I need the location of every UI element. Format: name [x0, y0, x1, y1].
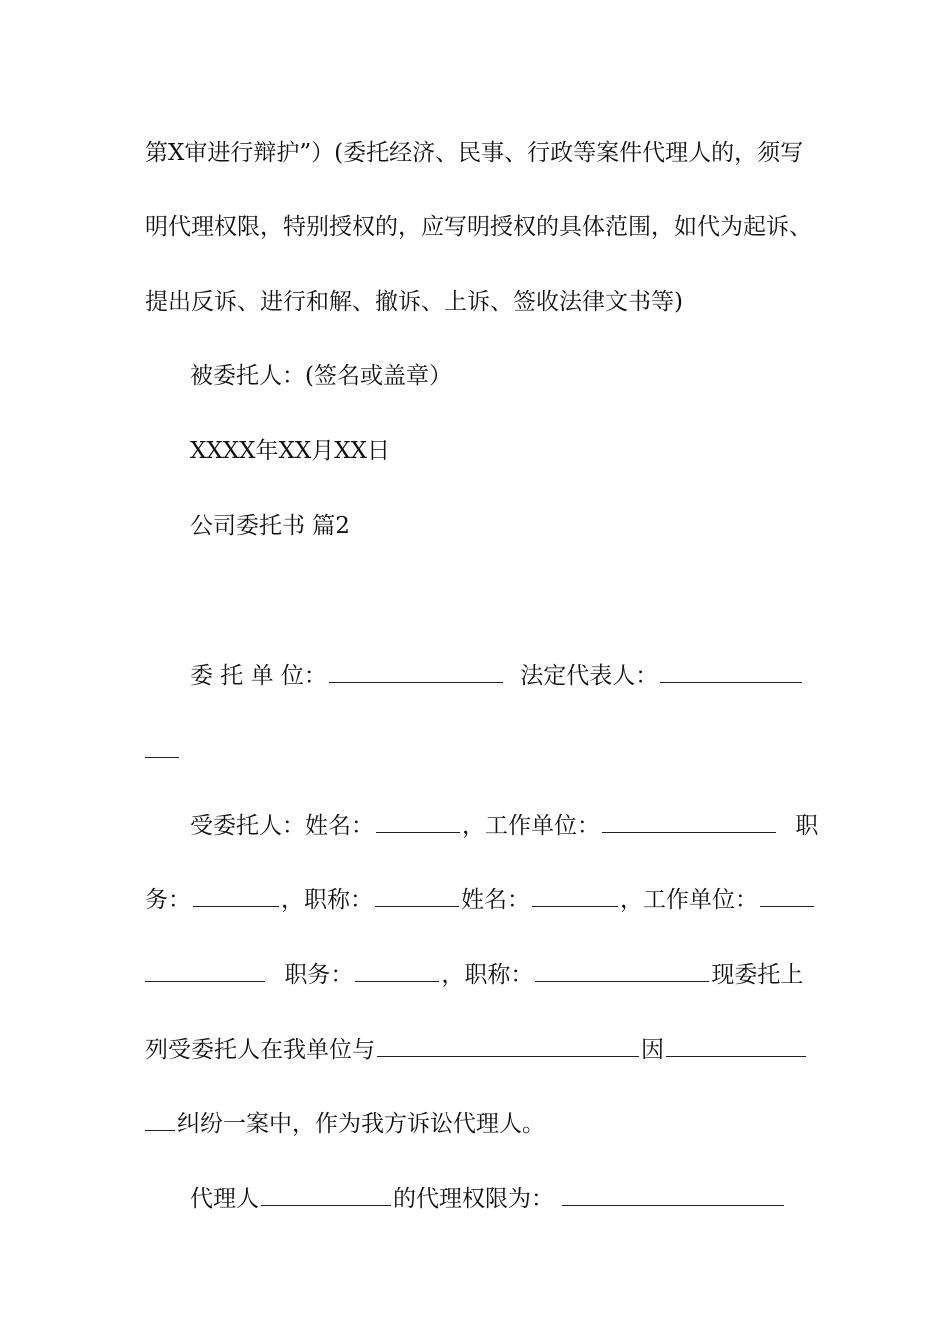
work-unit-blank[interactable]: [602, 810, 776, 833]
dispute-cause-blank[interactable]: [666, 1034, 806, 1057]
because-label: 因: [641, 1037, 664, 1063]
agent-authority-label: 的代理权限为：: [393, 1186, 554, 1212]
form-line-trustee-3: [145, 959, 803, 990]
title-label-2: ，职称：: [441, 962, 534, 988]
name-blank[interactable]: [532, 884, 618, 907]
paragraph-line: 第X审进行辩护”）(委托经济、民事、行政等案件代理人的，须写: [145, 140, 804, 166]
opposing-party-blank[interactable]: [377, 1034, 639, 1057]
work-unit-label-2: ，工作单位：: [620, 887, 758, 913]
trustee-label: 受委托人：姓名：: [190, 813, 374, 839]
title-blank[interactable]: [375, 884, 459, 907]
form-line-continuation: [145, 735, 181, 766]
position-label-2: 职务：: [284, 962, 354, 988]
position-blank[interactable]: [193, 884, 279, 907]
form-line-trustee: [190, 810, 818, 841]
work-unit-label: ，工作单位：: [462, 813, 600, 839]
form-line-entrust-unit: [190, 660, 804, 691]
position-label-a: 职: [795, 813, 819, 839]
work-unit-blank-2-continued[interactable]: [145, 959, 265, 982]
paragraph-line: 明代理权限，特别授权的，应写明授权的具体范围，如代为起诉、: [145, 214, 812, 240]
position-blank-2[interactable]: [355, 959, 439, 982]
form-line-case: [145, 1034, 808, 1065]
form-line-agent: [190, 1183, 786, 1214]
agent-name-blank[interactable]: [261, 1183, 391, 1206]
agent-authority-blank[interactable]: [562, 1183, 784, 1206]
legal-rep-blank-continued[interactable]: [145, 735, 179, 758]
title-blank-2[interactable]: [535, 959, 709, 982]
legal-rep-blank[interactable]: [660, 660, 802, 683]
section-title: 公司委托书 篇2: [190, 513, 350, 539]
entrust-unit-label: 委 托 单 位：: [190, 663, 327, 689]
paragraph-line: 提出反诉、进行和解、撤诉、上诉、签收法律文书等): [145, 289, 683, 315]
now-entrust-text: 现委托上: [711, 962, 804, 988]
entrust-unit-blank[interactable]: [329, 660, 503, 683]
signature-label: 被委托人：(签名或盖章）: [190, 363, 452, 389]
work-unit-blank-2[interactable]: [760, 884, 814, 907]
dispute-text: 纠纷一案中，作为我方诉讼代理人。: [177, 1111, 545, 1137]
form-line-dispute: [145, 1108, 545, 1139]
date-line: XXXX年XX月XX日: [190, 438, 390, 464]
agent-label: 代理人: [190, 1186, 259, 1212]
name-label: 姓名：: [461, 887, 530, 913]
legal-rep-label: 法定代表人：: [520, 663, 659, 689]
dispute-cause-blank-continued[interactable]: [145, 1108, 175, 1131]
position-label-b: 务：: [145, 887, 191, 913]
form-line-trustee-2: [145, 884, 816, 915]
title-label: ，职称：: [281, 887, 373, 913]
line-unit-with: 列受委托人在我单位与: [145, 1037, 375, 1063]
trustee-name-blank[interactable]: [376, 810, 460, 833]
